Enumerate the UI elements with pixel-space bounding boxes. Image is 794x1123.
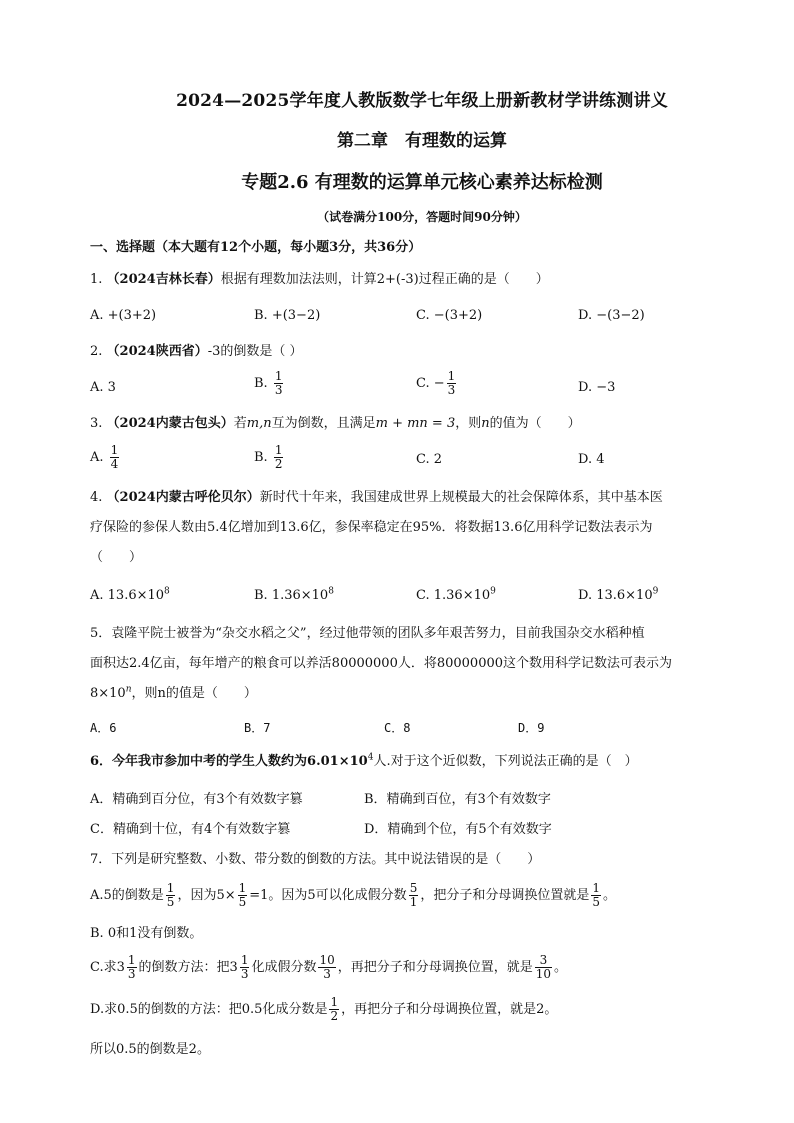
equation: m + mn = 3 [375,416,456,431]
question-source: （2024吉林长春） [106,272,221,287]
q3-option-a: A. $\frac{1}{4}$ [90,443,119,471]
chapter-title: 第二章 有理数的运算 [337,131,507,151]
question-2 [90,342,303,362]
q7-conclusion: 所以0.5的倒数是2。 [90,1042,210,1057]
question-5-line-2: 面积达2.4亿亩，每年增产的粮食可以养活80000000人．将80000000这个数用科学记数法可表示为 [90,656,673,671]
fraction: $\frac{3}{10}$ [535,953,552,981]
q4-option-c: C. $1.36\times 10^9$ [416,586,496,603]
q7-option-c: C.求3 $\frac{1}{3}$ 的倒数方法：把3 $\frac{1}{3}$ 化成假分数 $\frac{10}{3}$ ，再把分子和分母调换位置，就是 $\frac{3}{10}$ 。 [90,953,568,981]
q3-option-d: D. 4 [578,452,605,467]
question-source: （2024内蒙古包头） [106,416,234,431]
q3-option-b: B. $\frac{1}{2}$ [254,443,283,471]
q1-option-d: D. −(3−2) [578,308,645,323]
question-4-line-3: （ ） [90,550,143,565]
question-7: 7．下列是研究整数、小数、带分数的倒数的方法。其中说法错误的是（ ） [90,852,541,867]
q3-option-c: C. 2 [416,452,443,467]
q2-option-a: A. 3 [90,380,116,395]
question-4-line-2: 疗保险的参保人数由5.4亿增加到13.6亿，参保率稳定在95%．将数据13.6亿用科学记数法表示为 [90,520,653,535]
question-1 [90,270,549,290]
q5-option-b: B．7 [244,721,271,735]
question-number: 3. [90,416,103,431]
q2-option-b: B. $\frac{1}{3}$ [254,369,283,397]
question-4: 4. （2024内蒙古呼伦贝尔）新时代十年来，我国建成世界上规模最大的社会保障体系，其中基本医 [90,490,663,505]
question-number: 2. [90,344,103,359]
q7-option-a: A.5的倒数是 $\frac{1}{5}$ ，因为5× $\frac{1}{5}$ =1。因为5可以化成假分数 $\frac{5}{1}$ ，把分子和分母调换位置就是 $\frac{1}{5}$ 。 [90,881,616,909]
q4-option-a: A. $13.6\times 10^8$ [90,586,170,603]
question-5-line-3: $8\times 10^n$，则n的值是（ ） [90,684,257,701]
q6-option-c: C．精确到十位，有4个有效数字篡 [90,822,291,837]
fraction: $\frac{1}{2}$ [330,995,339,1023]
question-source: （2024陕西省） [106,344,208,359]
exam-note: （试卷满分100分，答题时间90分钟） [317,210,527,224]
q5-option-c: C．8 [384,721,411,735]
fraction: $\frac{1}{4}$ [110,443,119,471]
q6-option-a: A．精确到百分位，有3个有效数字篡 [90,792,303,807]
q1-option-c: C. −(3+2) [416,308,483,323]
question-3: 3. （2024内蒙古包头）若m,n互为倒数，且满足m + mn = 3，则n的值为（ ） [90,416,581,431]
fraction: $\frac{1}{5}$ [238,881,247,909]
fraction: $\frac{1}{2}$ [274,443,283,471]
q2-option-c: C. − $\frac{1}{3}$ [416,369,456,397]
q7-option-d: D.求0.5的倒数的方法：把0.5化成分数是 $\frac{1}{2}$ ，再把分子和分母调换位置，就是2。 [90,995,558,1023]
fraction: $\frac{5}{1}$ [409,881,418,909]
fraction: $\frac{1}{5}$ [166,881,175,909]
fraction: $\frac{10}{3}$ [319,953,335,981]
q6-option-b: B．精确到百位，有3个有效数字 [364,792,551,807]
question-number: 4. [90,490,103,505]
question-text: -3的倒数是（ ） [207,344,303,359]
q7-option-b: B. 0和1没有倒数。 [90,926,203,941]
q4-option-d: D. $13.6\times 10^9$ [578,586,659,603]
fraction: $\frac{1}{3}$ [447,369,456,397]
fraction: $\frac{1}{3}$ [274,369,283,397]
question-text: 根据有理数加法法则，计算2+(-3)过程正确的是（ ） [220,272,549,287]
section-heading: 一、选择题（本大题有12个小题，每小题3分，共36分） [90,240,422,255]
q1-option-b: B. +(3−2) [254,308,321,323]
fraction: $\frac{1}{5}$ [592,881,600,909]
question-source: （2024内蒙古呼伦贝尔） [106,490,260,505]
q1-option-a: A. +(3+2) [90,308,157,323]
q2-option-d: D. −3 [578,380,616,395]
fraction: $\frac{1}{3}$ [240,953,249,981]
q5-option-d: D．9 [518,721,545,735]
q4-option-b: B. $1.36\times 10^8$ [254,586,334,603]
fraction: $\frac{1}{3}$ [127,953,136,981]
question-5: 5．袁隆平院士被誉为“杂交水稻之父”，经过他带领的团队多年艰苦努力，目前我国杂交水稻种植 [90,626,645,641]
q6-option-d: D．精确到个位，有5个有效数字 [364,822,552,837]
question-6: 6．今年我市参加中考的学生人数约为$6.01\times 10^4$人.对于这个近似数，下列说法正确的是（ ） [90,752,638,769]
document-title: 2024—2025学年度人教版数学七年级上册新教材学讲练测讲义 [176,91,668,111]
topic-title: 专题2.6 有理数的运算单元核心素养达标检测 [241,172,603,193]
q5-option-a: A．6 [90,721,117,735]
question-number: 1. [90,272,103,287]
